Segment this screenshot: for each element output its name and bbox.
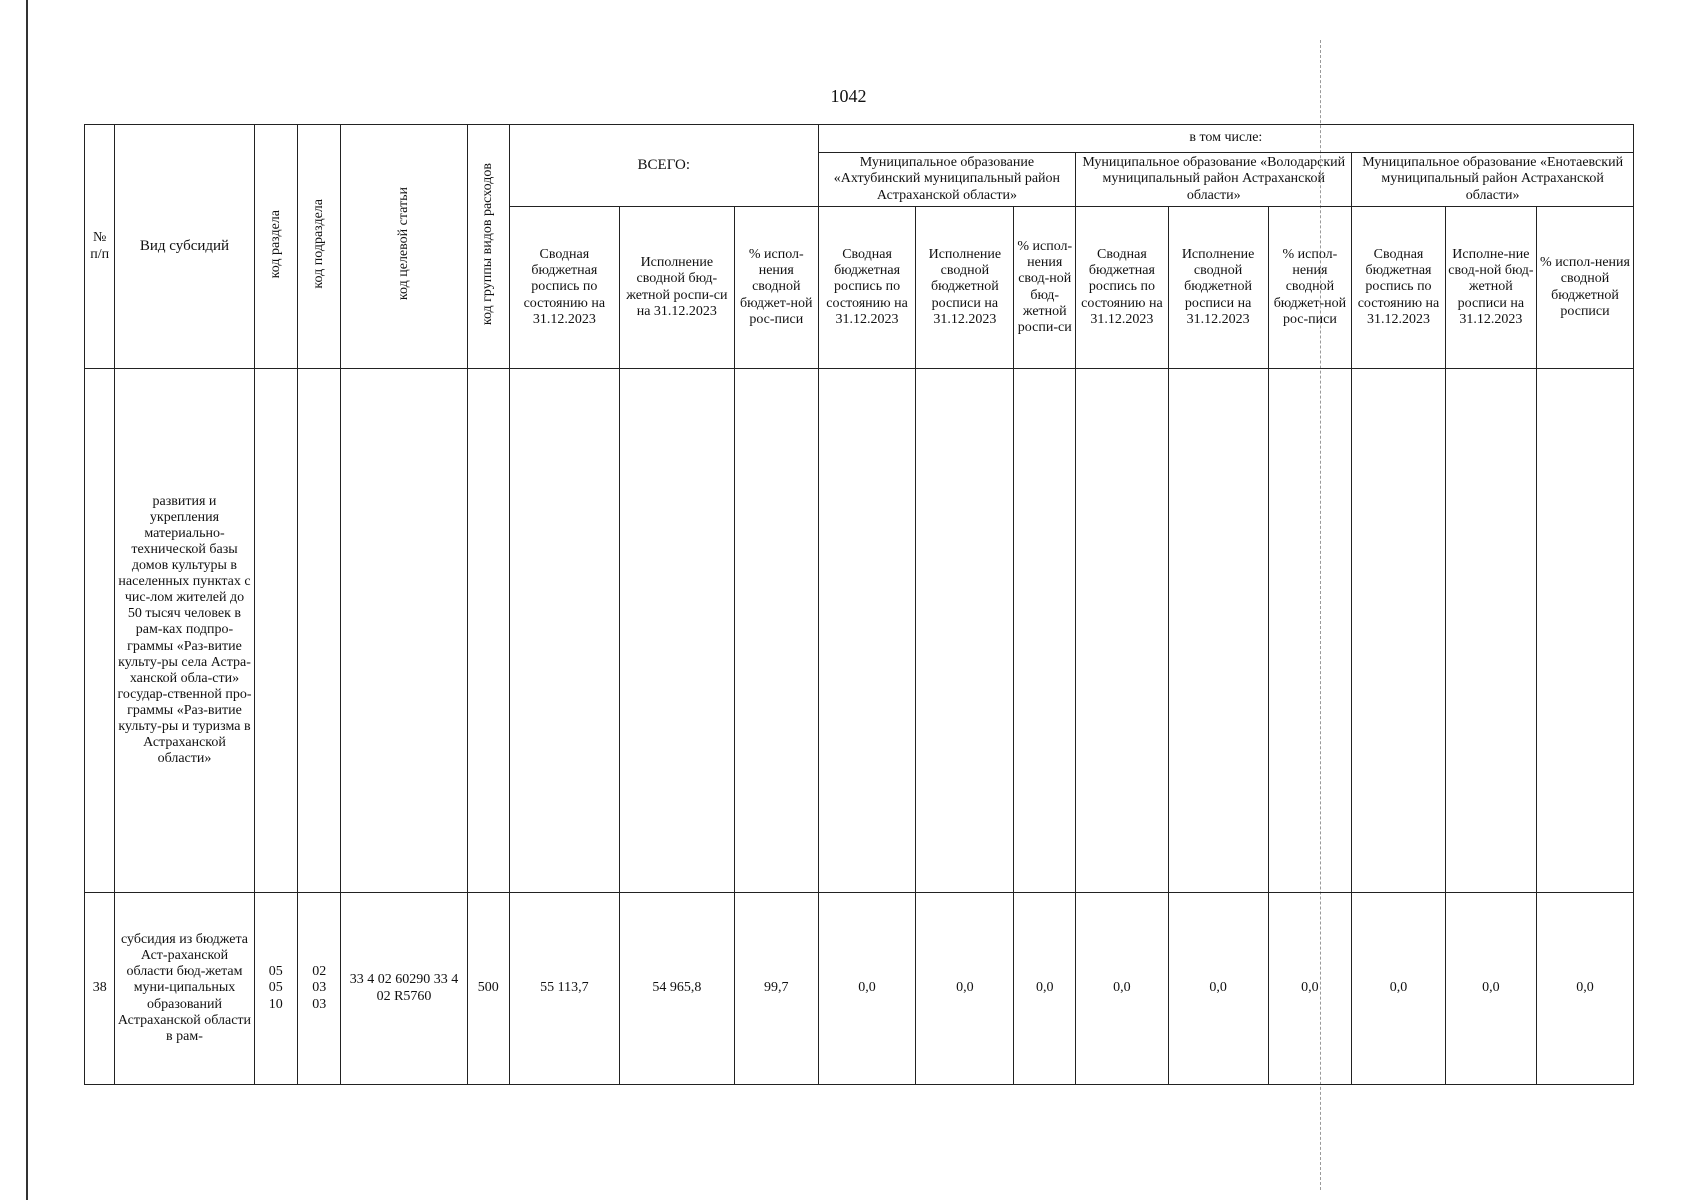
header-row-1 — [85, 125, 1634, 153]
row-value — [818, 369, 916, 893]
row-target: 33 4 02 60290 33 4 02 R5760 — [341, 893, 467, 1085]
row-num — [85, 369, 115, 893]
scan-edge-line — [26, 0, 28, 1200]
header-section-code — [254, 125, 297, 369]
header-m1-budget: Сводная бюджетная роспись по состоянию на 31.12.2023 — [818, 207, 916, 369]
subsidy-table — [84, 124, 1634, 1085]
row-value — [1268, 369, 1352, 893]
row-subsection: 02 03 03 — [298, 893, 341, 1085]
row-section: 05 05 10 — [254, 893, 297, 1085]
row-target — [341, 369, 467, 893]
header-municipality-3: Муниципальное образование «Енотаевский муниципальный район Астраханской области» — [1352, 153, 1634, 207]
section-code-label: код раздела — [267, 209, 283, 279]
header-municipality-2: Муниципальное образование «Володарский муниципальный район Астраханской области» — [1076, 153, 1352, 207]
header-m1-execution: Исполнение сводной бюджетной росписи на 31.12.2023 — [916, 207, 1014, 369]
row-value: 0,0 — [1537, 893, 1634, 1085]
row-value: 0,0 — [1076, 893, 1168, 1085]
header-m2-percent: % испол-нения сводной бюджет-ной рос-писи — [1268, 207, 1352, 369]
row-description: развития и укрепления материально-технической базы домов культуры в населенных пунктах с чис-лом жителей до 50 тысяч человек в рам-ках подпро-граммы «Раз-витие культу-ры села Астра-ханской обла-сти» государ-ственной про-граммы «Раз-витие культу-ры и туризма в Астраханской области» — [115, 369, 254, 893]
row-value — [1445, 369, 1536, 893]
header-expense-group-code — [467, 125, 509, 369]
row-value — [1352, 369, 1445, 893]
row-value: 99,7 — [734, 893, 818, 1085]
page-number: 1042 — [830, 86, 867, 106]
row-value — [734, 369, 818, 893]
header-total: ВСЕГО: — [509, 125, 818, 207]
target-code-label: код целевой статьи — [395, 187, 411, 301]
row-num: 38 — [85, 893, 115, 1085]
table-row — [85, 369, 1634, 893]
row-value: 0,0 — [1445, 893, 1536, 1085]
row-value — [1168, 369, 1268, 893]
header-num: № п/п — [85, 125, 115, 369]
row-value: 0,0 — [1268, 893, 1352, 1085]
row-value — [1537, 369, 1634, 893]
row-group: 500 — [467, 893, 509, 1085]
row-value: 0,0 — [818, 893, 916, 1085]
row-description: субсидия из бюджета Аст-раханской области бюд-жетам муни-ципальных образований Астраханской области в рам- — [115, 893, 254, 1085]
header-including: в том числе: — [818, 125, 1633, 153]
row-value — [1076, 369, 1168, 893]
row-value: 0,0 — [1014, 893, 1076, 1085]
header-total-budget: Сводная бюджетная роспись по состоянию на 31.12.2023 — [509, 207, 619, 369]
header-subsection-code — [298, 125, 341, 369]
header-municipality-1: Муниципальное образование «Ахтубинский муниципальный район Астраханской области» — [818, 153, 1076, 207]
subsection-code-label: код подраздела — [311, 199, 327, 289]
header-m3-percent: % испол-нения сводной бюджетной росписи — [1537, 207, 1634, 369]
row-value: 54 965,8 — [619, 893, 734, 1085]
row-value — [509, 369, 619, 893]
row-value — [619, 369, 734, 893]
row-value — [916, 369, 1014, 893]
row-subsection — [298, 369, 341, 893]
header-m2-execution: Исполнение сводной бюджетной росписи на 31.12.2023 — [1168, 207, 1268, 369]
header-total-percent: % испол-нения сводной бюджет-ной рос-писи — [734, 207, 818, 369]
table-row — [85, 893, 1634, 1085]
row-value: 55 113,7 — [509, 893, 619, 1085]
header-m1-percent: % испол-нения свод-ной бюд-жетной роспи-си — [1014, 207, 1076, 369]
header-type: Вид субсидий — [115, 125, 254, 369]
row-value: 0,0 — [1352, 893, 1445, 1085]
header-m3-execution: Исполне-ние свод-ной бюд-жетной росписи на 31.12.2023 — [1445, 207, 1536, 369]
row-group — [467, 369, 509, 893]
row-value: 0,0 — [916, 893, 1014, 1085]
header-target-code — [341, 125, 467, 369]
header-m2-budget: Сводная бюджетная роспись по состоянию на 31.12.2023 — [1076, 207, 1168, 369]
row-value — [1014, 369, 1076, 893]
header-m3-budget: Сводная бюджетная роспись по состоянию на 31.12.2023 — [1352, 207, 1445, 369]
row-value: 0,0 — [1168, 893, 1268, 1085]
expense-group-code-label: код группы видов расходов — [480, 162, 496, 326]
header-total-execution: Исполнение сводной бюд-жетной роспи-си на 31.12.2023 — [619, 207, 734, 369]
row-section — [254, 369, 297, 893]
